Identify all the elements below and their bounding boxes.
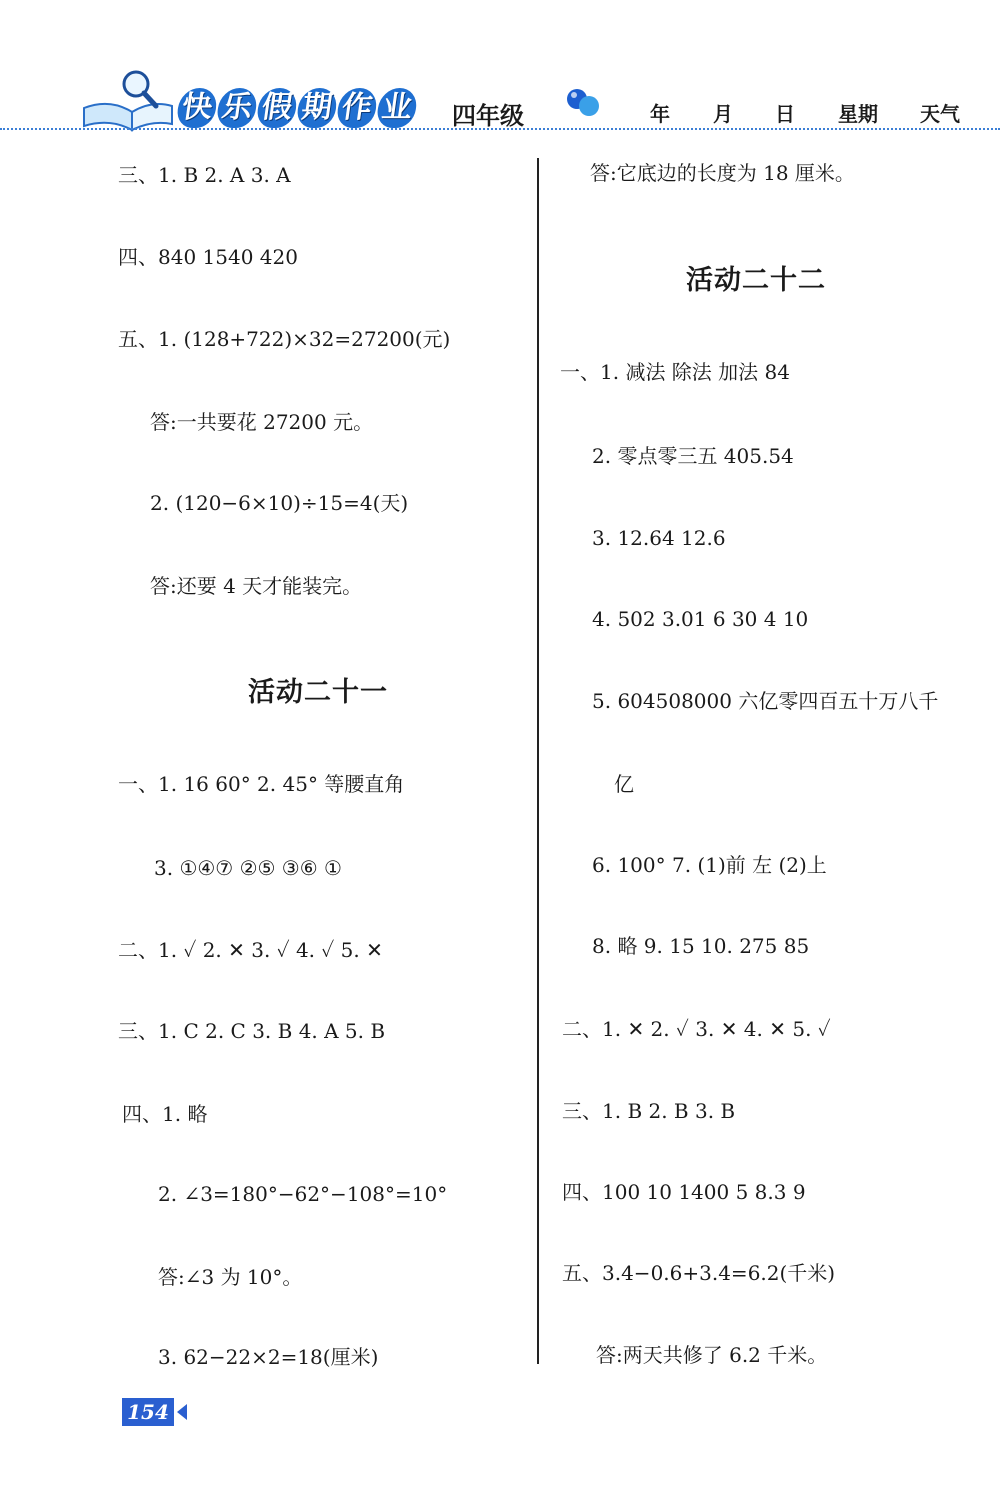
title-char: 作 [335,88,379,128]
answer-line: 二、1. ✕ 2. ✓ 3. ✕ 4. ✕ 5. ✓ [562,1017,831,1041]
grade-label: 四年级 [452,102,524,130]
answer-line: 四、1. 略 [122,1102,208,1126]
year-field: 年 [650,102,670,126]
arrow-left-icon [177,1404,187,1420]
answer-line: 2. 零点零三五 405.54 [592,444,794,468]
page-header [0,0,1000,140]
section-title: 活动二十一 [248,677,388,708]
weather-field: 天气 [920,102,960,126]
answer-line: 3. 62−22×2=18(厘米) [158,1345,379,1369]
answer-line: 5. 604508000 六亿零四百五十万八千 [592,689,939,713]
answer-line: 一、1. 减法 除法 加法 84 [560,360,790,384]
answer-line: 3. ①④⑦ ②⑤ ③⑥ ① [154,856,342,880]
answer-line: 2. (120−6×10)÷15=4(天) [150,491,409,515]
answer-line: 二、1. ✓ 2. ✕ 3. ✓ 4. ✓ 5. ✕ [118,938,383,962]
page-number: 154 [122,1398,174,1426]
day-field: 日 [775,102,795,126]
answer-line: 8. 略 9. 15 10. 275 85 [592,934,810,958]
title-char: 快 [175,88,219,128]
balls-icon [566,88,600,118]
column-divider [537,158,539,1364]
section-title: 活动二十二 [686,265,826,296]
answer-line: 三、1. B 2. B 3. B [562,1099,736,1123]
answer-line: 三、1. B 2. A 3. A [118,163,291,187]
answer-line: 4. 502 3.01 6 30 4 10 [592,607,809,631]
title-char: 期 [295,88,339,128]
title-char: 业 [375,88,419,128]
answer-line: 答:∠3 为 10°。 [158,1265,303,1289]
answer-line: 答:两天共修了 6.2 千米。 [596,1343,828,1367]
answer-line: 五、3.4−0.6+3.4=6.2(千米) [562,1261,836,1285]
answer-line: 2. ∠3=180°−62°−108°=10° [158,1182,448,1206]
answer-line: 答:它底边的长度为 18 厘米。 [590,161,855,185]
title-char: 乐 [215,88,259,128]
page-number-badge [122,1398,190,1426]
answer-line: 答:一共要花 27200 元。 [150,410,374,434]
book-magnifier-icon [80,68,176,134]
answer-line: 五、1. (128+722)×32=27200(元) [118,327,451,351]
answer-line: 一、1. 16 60° 2. 45° 等腰直角 [118,772,405,796]
answer-line: 6. 100° 7. (1)前 左 (2)上 [592,853,827,877]
month-field: 月 [713,102,733,126]
answer-line: 三、1. C 2. C 3. B 4. A 5. B [118,1019,386,1043]
answer-line: 3. 12.64 12.6 [592,526,726,550]
answer-line: 四、100 10 1400 5 8.3 9 [562,1180,806,1204]
answer-line: 四、840 1540 420 [118,245,298,269]
banner-title [178,88,416,132]
weekday-field: 星期 [838,102,878,126]
header-divider [0,128,1000,130]
answer-line: 答:还要 4 天才能装完。 [150,574,363,598]
answer-line: 亿 [614,772,634,796]
title-char: 假 [255,88,299,128]
